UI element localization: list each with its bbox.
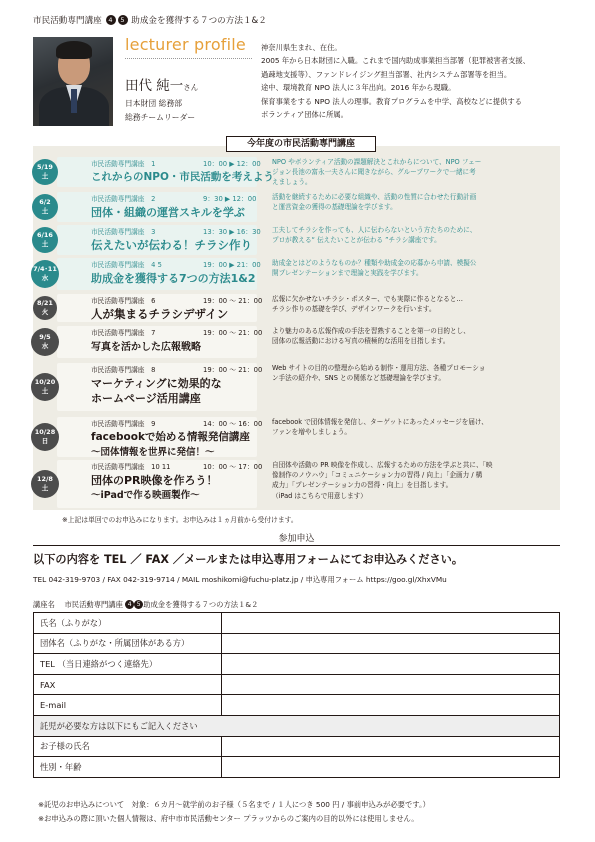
schedule-date-badge — [32, 194, 58, 220]
schedule-time: 10：00 ▶ 12：00 — [203, 160, 261, 168]
schedule-time: 19：00 ～ 21：00 — [203, 297, 263, 305]
form-label: お子様の氏名 — [34, 736, 222, 757]
header-badge-4: 4 — [106, 15, 116, 25]
form-row-child-age — [34, 757, 560, 778]
schedule-date: 10/20 — [34, 378, 56, 386]
apply-heading: 参加申込 — [278, 534, 315, 544]
form-row-tel — [34, 654, 560, 675]
schedule-date: 5/19 — [37, 163, 53, 171]
schedule-weekday: 日 — [41, 437, 49, 445]
schedule-subtitle: ～iPadで作る映画製作～ — [91, 490, 200, 501]
course-badge-5: 5 — [134, 600, 143, 609]
form-row-group — [34, 633, 560, 654]
schedule-date-badge — [33, 296, 57, 320]
form-label: 性別・年齢 — [34, 757, 222, 778]
schedule-time: 14：00 ～ 16：00 — [203, 420, 263, 428]
form-label: TEL （当日連絡がつく連絡先） — [34, 654, 222, 675]
form-row-childcare — [34, 715, 560, 736]
email-field[interactable] — [222, 695, 560, 716]
schedule-description-line: 像制作のノウハウ」「コミュニケーション力の習得 / 向上」「企画力 / 構 — [272, 471, 483, 480]
schedule-weekday: 土 — [41, 387, 49, 395]
schedule-date: 10/28 — [34, 428, 56, 436]
header-course-title — [33, 14, 267, 26]
schedule-category: 市民活動専門講座 9 — [91, 420, 156, 428]
schedule-date-badge — [32, 159, 58, 185]
form-row-child-name — [34, 736, 560, 757]
schedule-description-line: チラシ作りの基礎を学び、デザインワークを行います。 — [272, 305, 436, 314]
schedule-time: 9：30 ▶ 12：00 — [203, 195, 257, 203]
schedule-title: 人が集まるチラシデザイン — [91, 307, 229, 321]
schedule-date-badge — [31, 260, 59, 288]
name-field[interactable] — [222, 613, 560, 634]
lecturer-honorific: さん — [183, 83, 199, 92]
schedule-description — [272, 460, 542, 501]
schedule-date: 7/4･11 — [33, 265, 57, 273]
schedule-description-line: ン手法の紹介や、SNS との関係など基礎理論を学びます。 — [272, 374, 445, 383]
tel-field[interactable] — [222, 654, 560, 675]
course-name: 助成金を獲得する７つの方法１&２ — [143, 600, 259, 609]
apply-divider — [33, 545, 560, 546]
form-row-name — [34, 613, 560, 634]
schedule-description — [272, 326, 542, 346]
schedule-subtitle: ～団体情報を世界に発信！～ — [91, 446, 215, 458]
childcare-heading: 託児が必要な方は以下にもご記入ください — [34, 715, 560, 736]
schedule-weekday: 土 — [41, 484, 49, 492]
schedule-description-line: 成力」「プレゼンテーション力の習得・向上」を目指します。 — [272, 481, 453, 490]
schedule-date-badge — [31, 373, 59, 401]
bio-line: 過疎地支援等）、ファンドレイジング担当部署、社内システム部署等を担当。 — [261, 69, 512, 79]
course-line — [33, 600, 258, 610]
schedule-title: 団体のPR映像を作ろう！ — [91, 474, 218, 487]
schedule-weekday: 土 — [41, 172, 49, 180]
lecturer-divider — [125, 58, 252, 59]
schedule-category: 市民活動専門講座 7 — [91, 329, 156, 337]
child-name-field[interactable] — [222, 736, 560, 757]
schedule-title: 助成金を獲得する7つの方法1&2 — [91, 272, 256, 285]
schedule-date-badge — [31, 328, 59, 356]
schedule-description-line: ファンを増やしましょう。 — [272, 428, 351, 437]
schedule-description — [272, 225, 542, 245]
schedule-heading: 今年度の市民活動専門講座 — [226, 136, 376, 152]
schedule-description-line: 助成金とはどのようなものか？種類や助成金の応募から申請、模擬公 — [272, 259, 477, 267]
schedule-title: マーケティングに効果的な — [91, 377, 222, 390]
lecturer-affiliation-2: 総務チームリーダー — [125, 113, 196, 122]
schedule-time: 19：00 ▶ 21：00 — [203, 261, 261, 269]
schedule-category: 市民活動専門講座 10 11 — [91, 463, 171, 471]
schedule-date: 12/8 — [37, 475, 53, 483]
schedule-description-line: と運営資金の獲得の基礎理論を学びます。 — [272, 203, 397, 212]
schedule-description-line: ジョン長池の富永一夫さんに聞きながら、グループワークで一緒に考 — [272, 168, 476, 177]
schedule-description-line: 広報に欠かせないチラシ・ポスター、でも実際に作るとなると… — [272, 295, 463, 303]
schedule-description-line: プロが教える“ 伝えたいことが伝わる ”チラシ講座です。 — [272, 236, 441, 245]
schedule-weekday: 水 — [41, 342, 49, 350]
schedule-description — [272, 417, 542, 437]
apply-instructions: 以下の内容を TEL ／ FAX ／メールまたは申込専用フォームにてお申込みください。 — [33, 553, 464, 566]
course-prefix: 市民活動専門講座 — [64, 600, 123, 609]
course-label: 講座名 — [33, 600, 55, 609]
schedule-description — [272, 363, 542, 383]
form-label: 氏名（ふりがな） — [34, 613, 222, 634]
schedule-time: 19：00 ～ 21：00 — [203, 329, 263, 337]
schedule-description — [272, 258, 542, 278]
schedule-weekday: 水 — [41, 274, 49, 282]
lecturer-affiliation-1: 日本財団 総務部 — [125, 99, 183, 108]
schedule-date-badge — [32, 227, 58, 253]
schedule-category: 市民活動専門講座 2 — [91, 195, 156, 203]
schedule-category: 市民活動専門講座 6 — [91, 297, 156, 305]
schedule-category: 市民活動専門講座 1 — [91, 160, 156, 168]
footer-privacy-note: ※お申込みの際に頂いた個人情報は、府中市市民活動センター プラッツからのご案内の目的以外には使用しません。 — [38, 814, 419, 823]
course-badge-4: 4 — [125, 600, 134, 609]
schedule-description — [272, 192, 542, 212]
fax-field[interactable] — [222, 674, 560, 695]
schedule-date: 9/5 — [39, 333, 51, 341]
schedule-category: 市民活動専門講座 4 5 — [91, 261, 162, 269]
schedule-title: 伝えたいが伝わる！チラシ作り — [91, 238, 252, 252]
schedule-title: これからのNPO・市民活動を考えよう — [91, 171, 274, 183]
form-label: E-mail — [34, 695, 222, 716]
schedule-description — [272, 157, 542, 188]
footer-childcare-note: ※託児のお申込みについて 対象：６カ月～就学前のお子様（５名まで / １人につき 500 円 / 事前申込みが必要です。） — [38, 800, 430, 809]
schedule-date-badge — [31, 470, 59, 498]
bio-line: ボランティア団体に所属。 — [261, 110, 348, 120]
bio-line: 保育事業をする NPO 法人の理事。教育プログラムを中学、高校などに提供する — [261, 96, 522, 106]
form-label: FAX — [34, 674, 222, 695]
child-gender-age-field[interactable] — [222, 757, 560, 778]
application-form — [33, 612, 560, 778]
contact-info: TEL 042-319-9703 / FAX 042-319-9714 / MAIL moshikomi@fuchu-platz.jp / 申込専用フォーム https://goo.gl/XhxVMu — [33, 575, 447, 584]
lecturer-bio — [261, 41, 561, 121]
schedule-time: 13：30 ▶ 16：30 — [203, 228, 261, 236]
schedule-description — [272, 294, 542, 314]
lecturer-name-text: 田代 純一 — [125, 78, 184, 94]
lecturer-name — [125, 74, 198, 94]
schedule-description-line: NPO やボランティア活動の課題解決とこれからについて、NPO フェー — [272, 158, 482, 166]
schedule-weekday: 土 — [41, 207, 49, 215]
schedule-description-line: より魅力のある広報作成の手法を習熟することを第一の目的とし、 — [272, 327, 470, 335]
lecturer-profile-title: lecturer profile — [125, 35, 246, 54]
schedule-description-line: Web サイトの目的の整理から始める制作・運用方法、各種プロモーショ — [272, 364, 486, 372]
schedule-category: 市民活動専門講座 8 — [91, 366, 156, 374]
schedule-description-line: facebook で団体情報を発信し、ターゲットにあったメッセージを届け、 — [272, 418, 488, 426]
schedule-time: 10：00 ～ 17：00 — [203, 463, 263, 471]
form-label: 団体名（ふりがな・所属団体がある方） — [34, 633, 222, 654]
bio-line: 神奈川県生まれ、在住。 — [261, 43, 342, 52]
schedule-description-line: 活動を継続するために必要な組織や、活動の性質に合わせた行動計画 — [272, 193, 477, 201]
header-badge-5: 5 — [118, 15, 128, 25]
schedule-title: 団体・組織の運営スキルを学ぶ — [91, 206, 245, 219]
schedule-time: 19：00 ～ 21：00 — [203, 366, 263, 374]
schedule-title: 写真を活かした広報戦略 — [91, 342, 201, 353]
form-row-email — [34, 695, 560, 716]
group-field[interactable] — [222, 633, 560, 654]
schedule-subtitle: ホームページ活用講座 — [91, 392, 201, 405]
bio-line: 途中、環境教育 NPO 法人に３年出向。2016 年から現職。 — [261, 83, 456, 93]
schedule-title: facebookで始める情報発信講座 — [91, 431, 250, 443]
bio-line: 2005 年から日本財団に入職。これまで国内助成事業担当部署（犯罪被害者支援、 — [261, 56, 530, 66]
schedule-description-line: （iPad はこちらで用意します） — [272, 491, 367, 500]
form-row-fax — [34, 674, 560, 695]
schedule-date: 8/21 — [37, 299, 53, 307]
header-suffix: 助成金を獲得する７つの方法１&２ — [131, 16, 267, 26]
schedule-category: 市民活動専門講座 3 — [91, 228, 156, 236]
schedule-weekday: 土 — [41, 240, 49, 248]
schedule-description-line: 工夫してチラシを作っても、人に伝わらないという方たちのために、 — [272, 226, 477, 234]
schedule-description-line: 自団体や活動の PR 映像を作成し、広報するための方法を学ぶと共に、「映 — [272, 461, 493, 469]
header-prefix: 市民活動専門講座 — [33, 16, 102, 26]
schedule-description-line: 開プレゼンテーションまで理論と実践を学びます。 — [272, 269, 423, 278]
schedule-date: 6/2 — [39, 198, 51, 206]
lecturer-photo — [33, 37, 113, 126]
schedule-date: 6/16 — [37, 231, 53, 239]
schedule-weekday: 火 — [41, 308, 49, 316]
schedule-date-badge — [31, 423, 59, 451]
schedule-description-line: 団体の広報活動における写真の積極的な活用を目指します。 — [272, 337, 450, 346]
schedule-note: ※上記は単回でのお申込みになります。お申込みは１ヵ月前から受付けます。 — [62, 516, 298, 524]
schedule-description-line: えましょう。 — [272, 178, 312, 187]
